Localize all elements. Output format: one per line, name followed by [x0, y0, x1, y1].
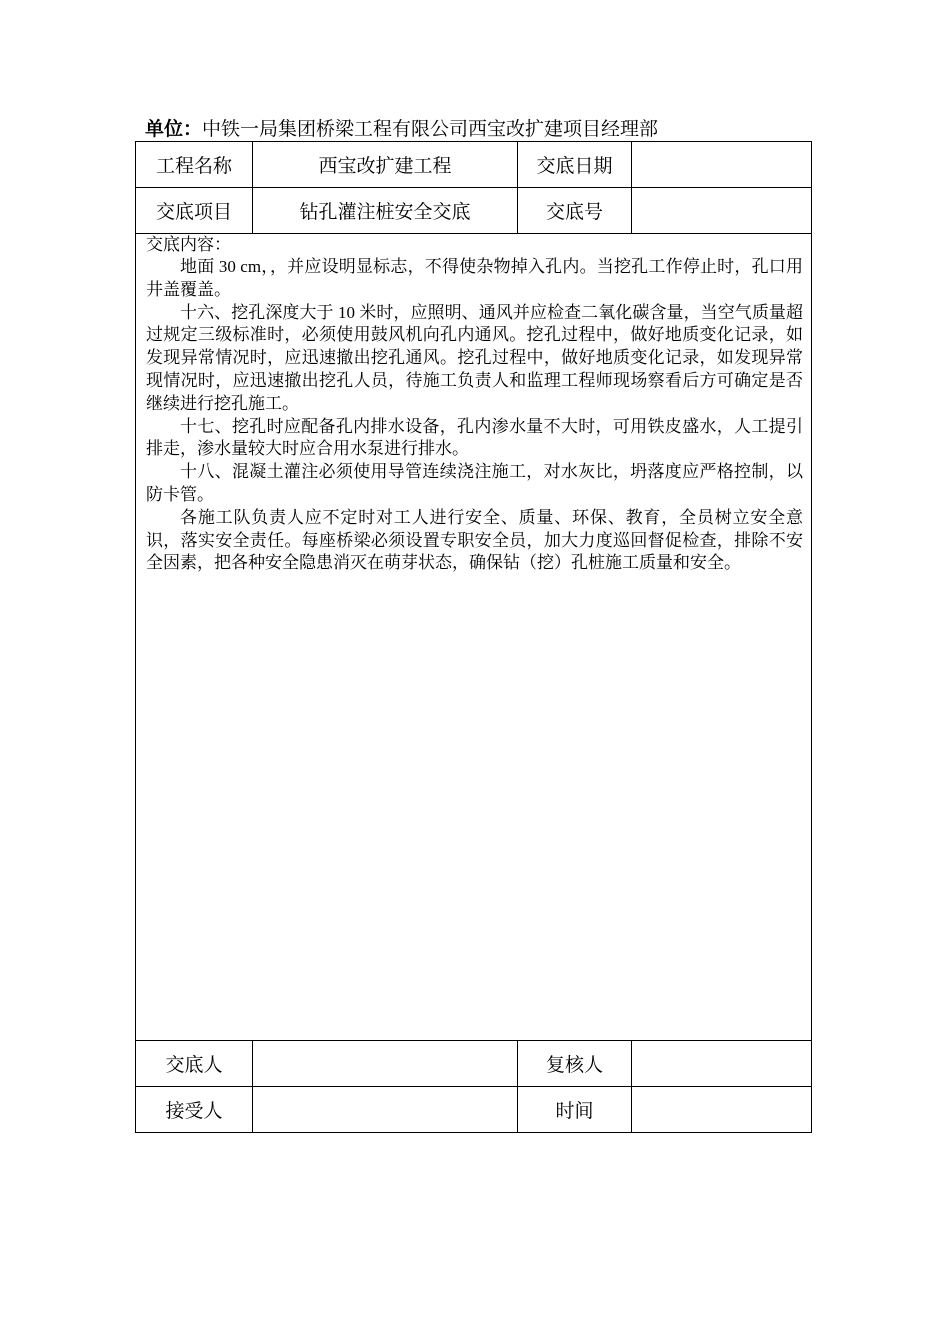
project-name-label: 工程名称: [136, 142, 253, 188]
disclosure-form-table: [135, 141, 812, 1133]
content-paragraph: 各施工队负责人应不定时对工人进行安全、质量、环保、教育，全员树立安全意识，落实安全责任。每座桥梁必须设置专职安全员，加大力度巡回督促检查，排除不安全因素，把各种安全隐患消灭在萌芽状态，确保钻（挖）孔桩施工质量和安全。: [146, 507, 803, 573]
content-paragraph: 十六、挖孔深度大于 10 米时，应照明、通风并应检查二氧化碳含量，当空气质量超过规定三级标准时，必须使用鼓风机向孔内通风。挖孔过程中，做好地质变化记录，如发现异常情况时，应迅速撤出挖孔通风。挖孔过程中，做好地质变化记录，如发现异常现情况时，应迅速撤出挖孔人员，待施工负责人和监理工程师现场察看后方可确定是否继续进行挖孔施工。: [146, 302, 803, 413]
content-row: [136, 234, 812, 1041]
item-row: [136, 188, 812, 234]
unit-name: 中铁一局集团桥梁工程有限公司西宝改扩建项目经理部: [202, 118, 659, 140]
unit-label: 单位：: [145, 118, 203, 140]
content-paragraph: 地面 30 cm，，并应设明显标志，不得使杂物掉入孔内。当挖孔工作停止时，孔口用井盖覆盖。: [146, 257, 803, 299]
receiver-row: [136, 1087, 812, 1133]
content-cell: [136, 234, 812, 1041]
discloser-label: 交底人: [136, 1041, 253, 1087]
receiver-value: [253, 1087, 518, 1133]
number-value: [632, 188, 812, 234]
content-paragraph: 十七、挖孔时应配备孔内排水设备，孔内渗水量不大时，可用铁皮盛水，人工提引排走，渗水量较大时应合用水泵进行排水。: [146, 416, 803, 459]
reviewer-label: 复核人: [518, 1041, 632, 1087]
project-name-row: [136, 142, 812, 188]
date-value: [632, 142, 812, 188]
time-label: 时间: [518, 1087, 632, 1133]
item-label: 交底项目: [136, 188, 253, 234]
time-value: [632, 1087, 812, 1133]
unit-line: [145, 116, 825, 142]
number-label: 交底号: [518, 188, 632, 234]
receiver-label: 接受人: [136, 1087, 253, 1133]
reviewer-value: [632, 1041, 812, 1087]
discloser-value: [253, 1041, 518, 1087]
discloser-row: [136, 1041, 812, 1087]
content-heading: 交底内容：: [146, 235, 231, 254]
item-value: 钻孔灌注桩安全交底: [253, 188, 518, 234]
project-name-value: 西宝改扩建工程: [253, 142, 518, 188]
content-paragraph: 十八、混凝土灌注必须使用导管连续浇注施工，对水灰比，坍落度应严格控制，以防卡管。: [146, 462, 803, 504]
date-label: 交底日期: [518, 142, 632, 188]
